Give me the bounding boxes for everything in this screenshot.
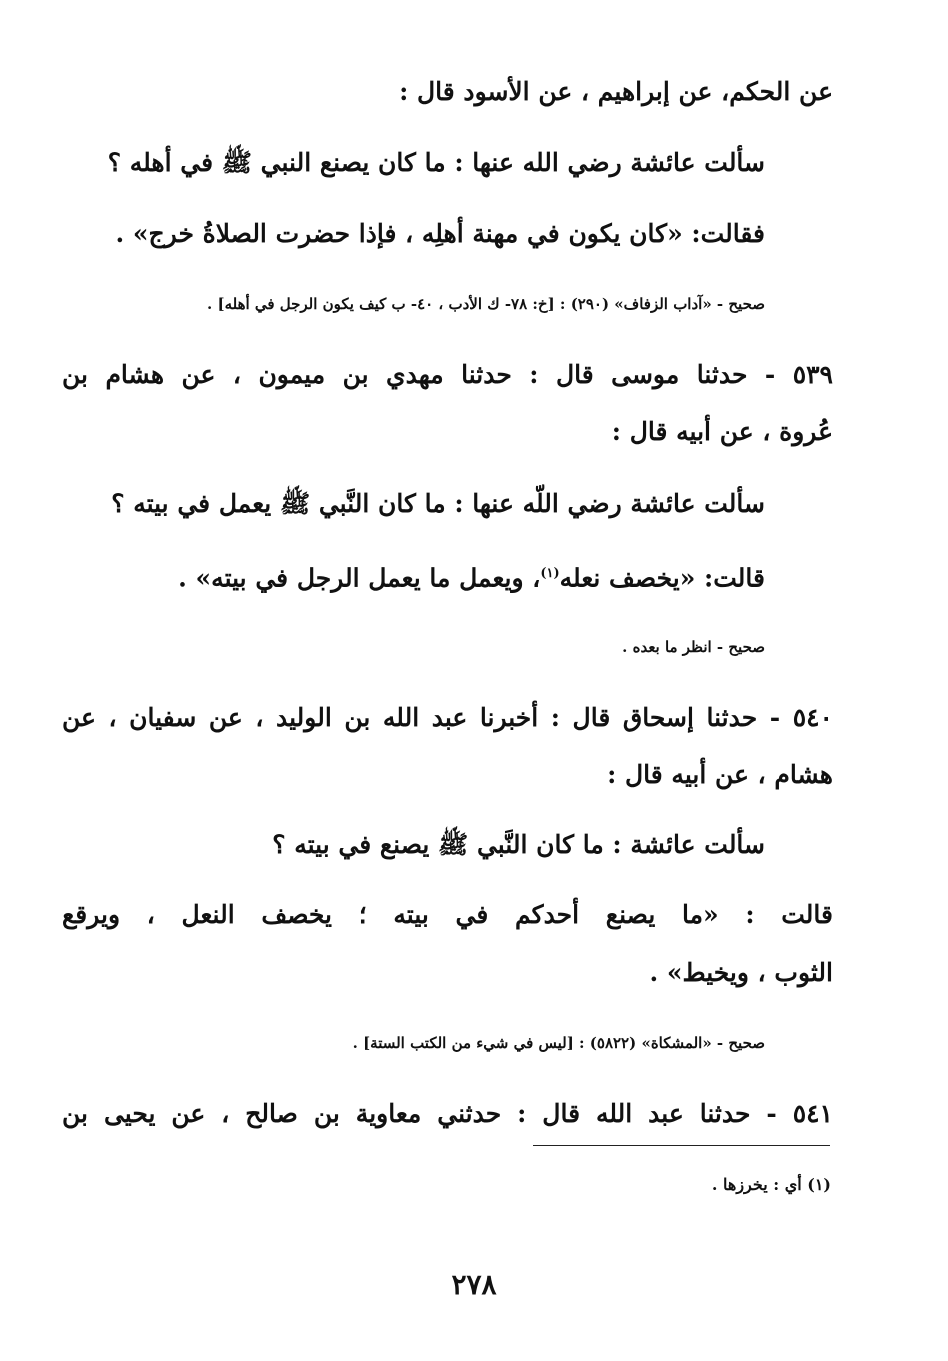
footnote: (١) أي : يخرزها . — [711, 1175, 831, 1194]
hadith-539-line-1: ٥٣٩ - حدثنا موسى قال : حدثنا مهدي بن ميمون ، عن هشام بن — [62, 360, 833, 389]
hadith-question-2: سألت عائشة رضي اللّه عنها : ما كان النَّبي ﷺ يعمل في بيته ؟ — [111, 489, 765, 518]
hadith-541-line-1: ٥٤١ - حدثنا عبد الله قال : حدثني معاوية بن صالح ، عن يحيى بن — [62, 1099, 833, 1128]
hadith-answer-3-line-2: الثوب ، ويخيط» . — [649, 958, 833, 987]
hadith-answer-2 — [178, 554, 765, 598]
hadith-question-1: سألت عائشة رضي الله عنها : ما كان يصنع النبي ﷺ في أهله ؟ — [107, 148, 765, 177]
answer-2-part-1: قالت: «يخصف نعله — [559, 563, 765, 593]
grading-2: صحيح - انظر ما بعده . — [622, 638, 765, 656]
page-number: ٢٧٨ — [451, 1268, 497, 1301]
footnote-marker: (١) — [540, 566, 560, 581]
hadith-question-3: سألت عائشة : ما كان النَّبي ﷺ يصنع في بيته ؟ — [272, 830, 765, 859]
grading-3: صحيح - «المشكاة» (٥٨٢٢) : [ليس في شيء من الكتب الستة] . — [352, 1034, 765, 1052]
hadith-540-line-1: ٥٤٠ - حدثنا إسحاق قال : أخبرنا عبد الله بن الوليد ، عن سفيان ، عن — [62, 703, 833, 732]
hadith-539-line-2: عُروة ، عن أبيه قال : — [611, 417, 833, 446]
grading-1: صحيح - «آداب الزفاف» (٢٩٠) : [خ: ٧٨- ك الأدب ، ٤٠- ب كيف يكون الرجل في أهله] . — [207, 295, 765, 313]
hadith-answer-3-line-1: قالت : «ما يصنع أحدكم في بيته ؛ يخصف النعل ، ويرقع — [62, 900, 833, 929]
hadith-answer-1: فقالت: «كان يكون في مهنة أهلِه ، فإذا حضرت الصلاةُ خرج» . — [115, 219, 765, 248]
hadith-540-line-2: هشام ، عن أبيه قال : — [607, 760, 833, 789]
footnote-divider — [533, 1145, 830, 1146]
text-line-1: عن الحكم، عن إبراهيم ، عن الأسود قال : — [399, 77, 833, 106]
answer-2-part-2: ، ويعمل ما يعمل الرجل في بيته» . — [178, 563, 541, 593]
